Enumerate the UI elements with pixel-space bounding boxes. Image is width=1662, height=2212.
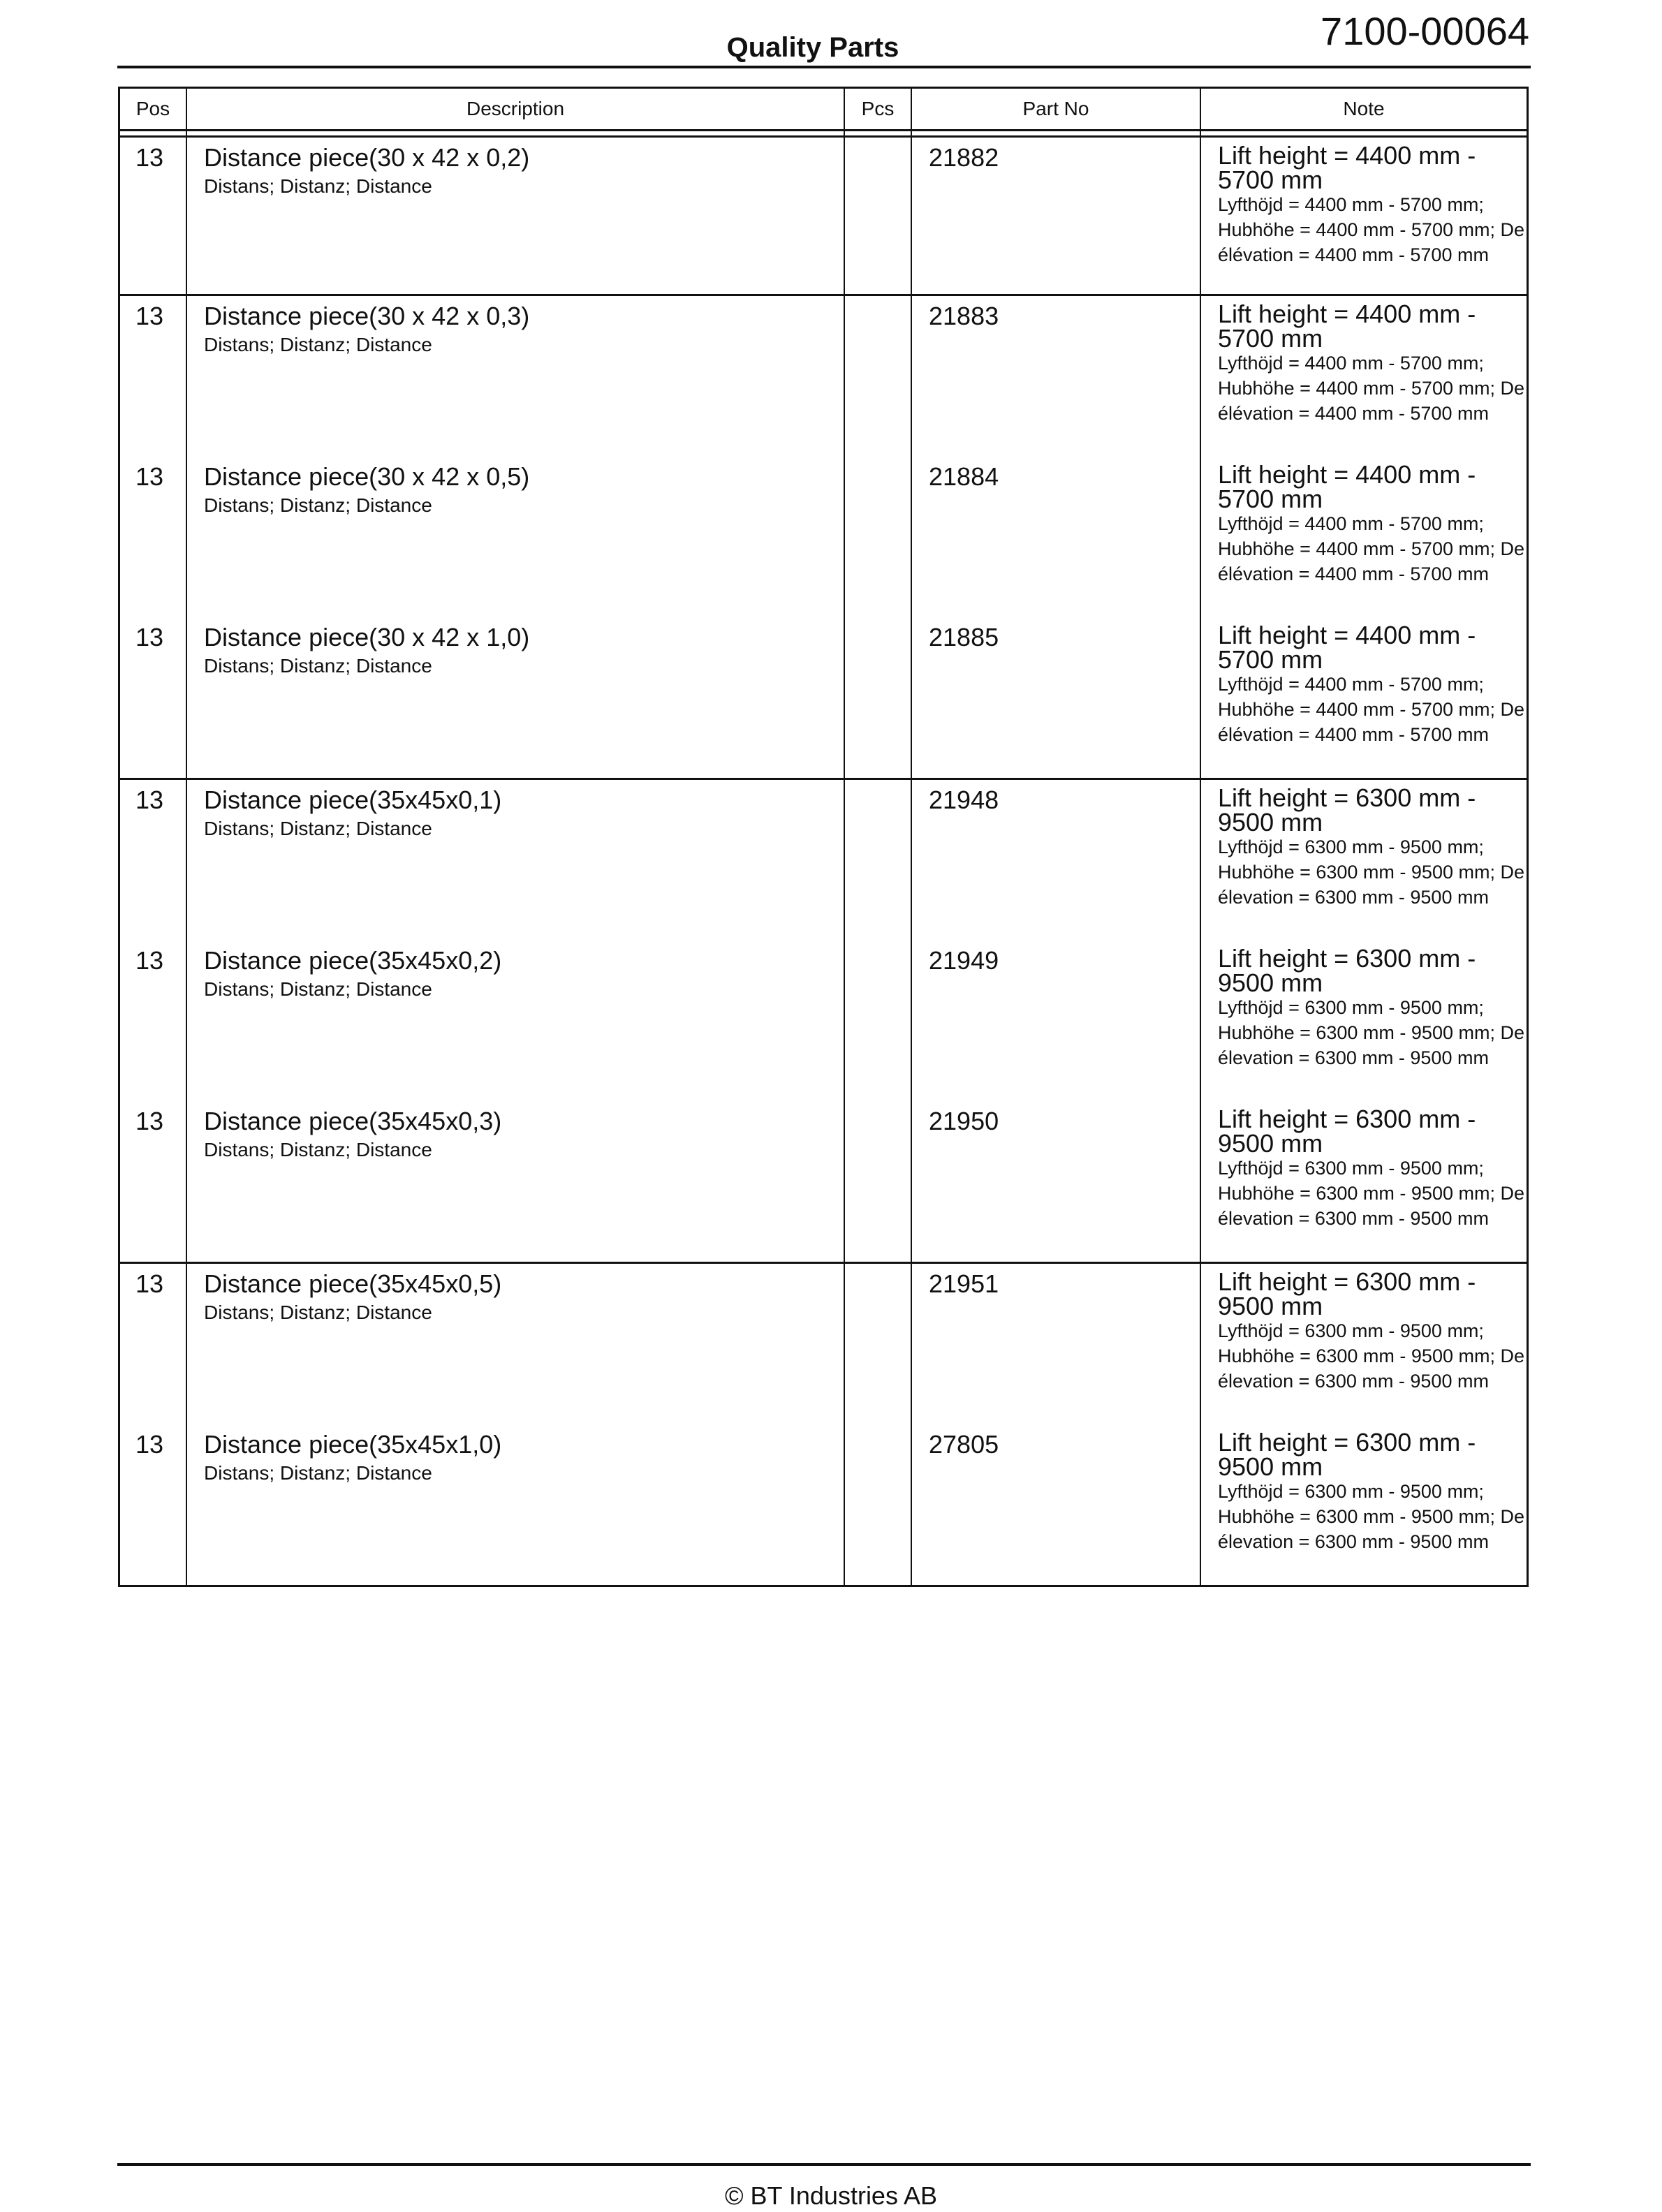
description-cell: [187, 1424, 845, 1585]
header-rule: [117, 66, 1531, 68]
pos-cell: 13: [120, 780, 187, 941]
note: Lift height = 4400 mm - 5700 mm: [1218, 300, 1476, 353]
description-translations: Distans; Distanz; Distance: [204, 1139, 432, 1160]
pcs-cell: [845, 457, 912, 617]
table-row: [120, 294, 1527, 457]
table-row: [120, 941, 1527, 1101]
table-row: [120, 617, 1527, 778]
table-row: [120, 1262, 1527, 1424]
description: Distance piece(35x45x0,2): [204, 946, 502, 975]
description: Distance piece(35x45x1,0): [204, 1430, 502, 1459]
note-translations: Lyfthöjd = 6300 mm - 9500 mm; Hubhöhe = 6300 mm - 9500 mm; De élevation = 6300 mm - 9500 mm: [1218, 1481, 1524, 1552]
description-translations: Distans; Distanz; Distance: [204, 334, 432, 355]
note: Lift height = 6300 mm - 9500 mm: [1218, 1267, 1476, 1320]
table-row: [120, 778, 1527, 941]
description-cell: [187, 941, 845, 1101]
description: Distance piece(35x45x0,3): [204, 1107, 502, 1135]
description-translations: Distans; Distanz; Distance: [204, 175, 432, 197]
note: Lift height = 4400 mm - 5700 mm: [1218, 141, 1476, 194]
note-cell: [1201, 780, 1527, 941]
description-translations: Distans; Distanz; Distance: [204, 655, 432, 677]
description: Distance piece(30 x 42 x 0,3): [204, 302, 530, 330]
note-cell: [1201, 457, 1527, 617]
part-number: 21951: [912, 1264, 1201, 1424]
pos-cell: 13: [120, 1424, 187, 1585]
pos-cell: 13: [120, 941, 187, 1101]
part-number: 21884: [912, 457, 1201, 617]
description-translations: Distans; Distanz; Distance: [204, 818, 432, 839]
description-cell: [187, 457, 845, 617]
copyright: © BT Industries AB: [725, 2181, 937, 2210]
parts-table: [118, 87, 1529, 1587]
pos-cell: 13: [120, 138, 187, 294]
note: Lift height = 6300 mm - 9500 mm: [1218, 944, 1476, 997]
table-body: [120, 138, 1527, 1585]
col-pos: Pos: [120, 89, 187, 129]
part-number: 21885: [912, 617, 1201, 778]
pcs-cell: [845, 1424, 912, 1585]
description-cell: [187, 296, 845, 457]
pcs-cell: [845, 780, 912, 941]
description: Distance piece(30 x 42 x 0,2): [204, 143, 530, 172]
pos-cell: 13: [120, 1101, 187, 1262]
description: Distance piece(30 x 42 x 0,5): [204, 462, 530, 491]
pcs-cell: [845, 138, 912, 294]
note-cell: [1201, 1424, 1527, 1585]
pcs-cell: [845, 296, 912, 457]
part-number: 27805: [912, 1424, 1201, 1585]
note-cell: [1201, 1264, 1527, 1424]
table-row: [120, 1101, 1527, 1262]
description-translations: Distans; Distanz; Distance: [204, 494, 432, 516]
note: Lift height = 6300 mm - 9500 mm: [1218, 1105, 1476, 1158]
note: Lift height = 4400 mm - 5700 mm: [1218, 621, 1476, 674]
note-translations: Lyfthöjd = 4400 mm - 5700 mm; Hubhöhe = 4400 mm - 5700 mm; De élévation = 4400 mm - 5700 mm: [1218, 353, 1524, 424]
note-translations: Lyfthöjd = 6300 mm - 9500 mm; Hubhöhe = 6300 mm - 9500 mm; De élevation = 6300 mm - 9500 mm: [1218, 1320, 1524, 1392]
document-number: 7100-00064: [1321, 9, 1529, 53]
description: Distance piece(35x45x0,1): [204, 786, 502, 814]
description-cell: [187, 138, 845, 294]
col-part-no: Part No: [912, 89, 1201, 129]
note-translations: Lyfthöjd = 6300 mm - 9500 mm; Hubhöhe = 6300 mm - 9500 mm; De élevation = 6300 mm - 9500 mm: [1218, 836, 1524, 908]
part-number: 21883: [912, 296, 1201, 457]
description-cell: [187, 1101, 845, 1262]
note: Lift height = 6300 mm - 9500 mm: [1218, 1428, 1476, 1481]
note-cell: [1201, 617, 1527, 778]
note-translations: Lyfthöjd = 4400 mm - 5700 mm; Hubhöhe = 4400 mm - 5700 mm; De élévation = 4400 mm - 5700 mm: [1218, 513, 1524, 584]
table-row: [120, 457, 1527, 617]
note-translations: Lyfthöjd = 6300 mm - 9500 mm; Hubhöhe = 6300 mm - 9500 mm; De élevation = 6300 mm - 9500 mm: [1218, 1158, 1524, 1229]
pos-cell: 13: [120, 296, 187, 457]
description-translations: Distans; Distanz; Distance: [204, 1462, 432, 1484]
part-number: 21948: [912, 780, 1201, 941]
pcs-cell: [845, 1264, 912, 1424]
col-note: Note: [1343, 98, 1385, 119]
note: Lift height = 4400 mm - 5700 mm: [1218, 460, 1476, 513]
pcs-cell: [845, 941, 912, 1101]
note: Lift height = 6300 mm - 9500 mm: [1218, 783, 1476, 836]
note-cell: [1201, 296, 1527, 457]
note-translations: Lyfthöjd = 4400 mm - 5700 mm; Hubhöhe = 4400 mm - 5700 mm; De élévation = 4400 mm - 5700 mm: [1218, 674, 1524, 745]
page-title: Quality Parts: [726, 32, 899, 63]
col-pcs: Pcs: [845, 89, 912, 129]
header-gap: [120, 131, 1527, 138]
description: Distance piece(35x45x0,5): [204, 1269, 502, 1298]
pcs-cell: [845, 617, 912, 778]
pos-cell: 13: [120, 617, 187, 778]
table-row: [120, 138, 1527, 294]
footer-rule: [117, 2163, 1531, 2166]
note-cell: [1201, 138, 1527, 294]
description-translations: Distans; Distanz; Distance: [204, 1302, 432, 1323]
description-translations: Distans; Distanz; Distance: [204, 978, 432, 1000]
part-number: 21882: [912, 138, 1201, 294]
note-translations: Lyfthöjd = 6300 mm - 9500 mm; Hubhöhe = 6300 mm - 9500 mm; De élevation = 6300 mm - 9500 mm: [1218, 997, 1524, 1068]
note-cell: [1201, 1101, 1527, 1262]
description-cell: [187, 780, 845, 941]
pcs-cell: [845, 1101, 912, 1262]
table-row: [120, 1424, 1527, 1585]
description-cell: [187, 1264, 845, 1424]
note-cell: [1201, 941, 1527, 1101]
description: Distance piece(30 x 42 x 1,0): [204, 623, 530, 651]
description-cell: [187, 617, 845, 778]
part-number: 21950: [912, 1101, 1201, 1262]
note-translations: Lyfthöjd = 4400 mm - 5700 mm; Hubhöhe = 4400 mm - 5700 mm; De élévation = 4400 mm - 5700 mm: [1218, 194, 1524, 265]
table-header: [120, 89, 1527, 131]
col-description: Description: [187, 89, 845, 129]
pos-cell: 13: [120, 1264, 187, 1424]
part-number: 21949: [912, 941, 1201, 1101]
pos-cell: 13: [120, 457, 187, 617]
